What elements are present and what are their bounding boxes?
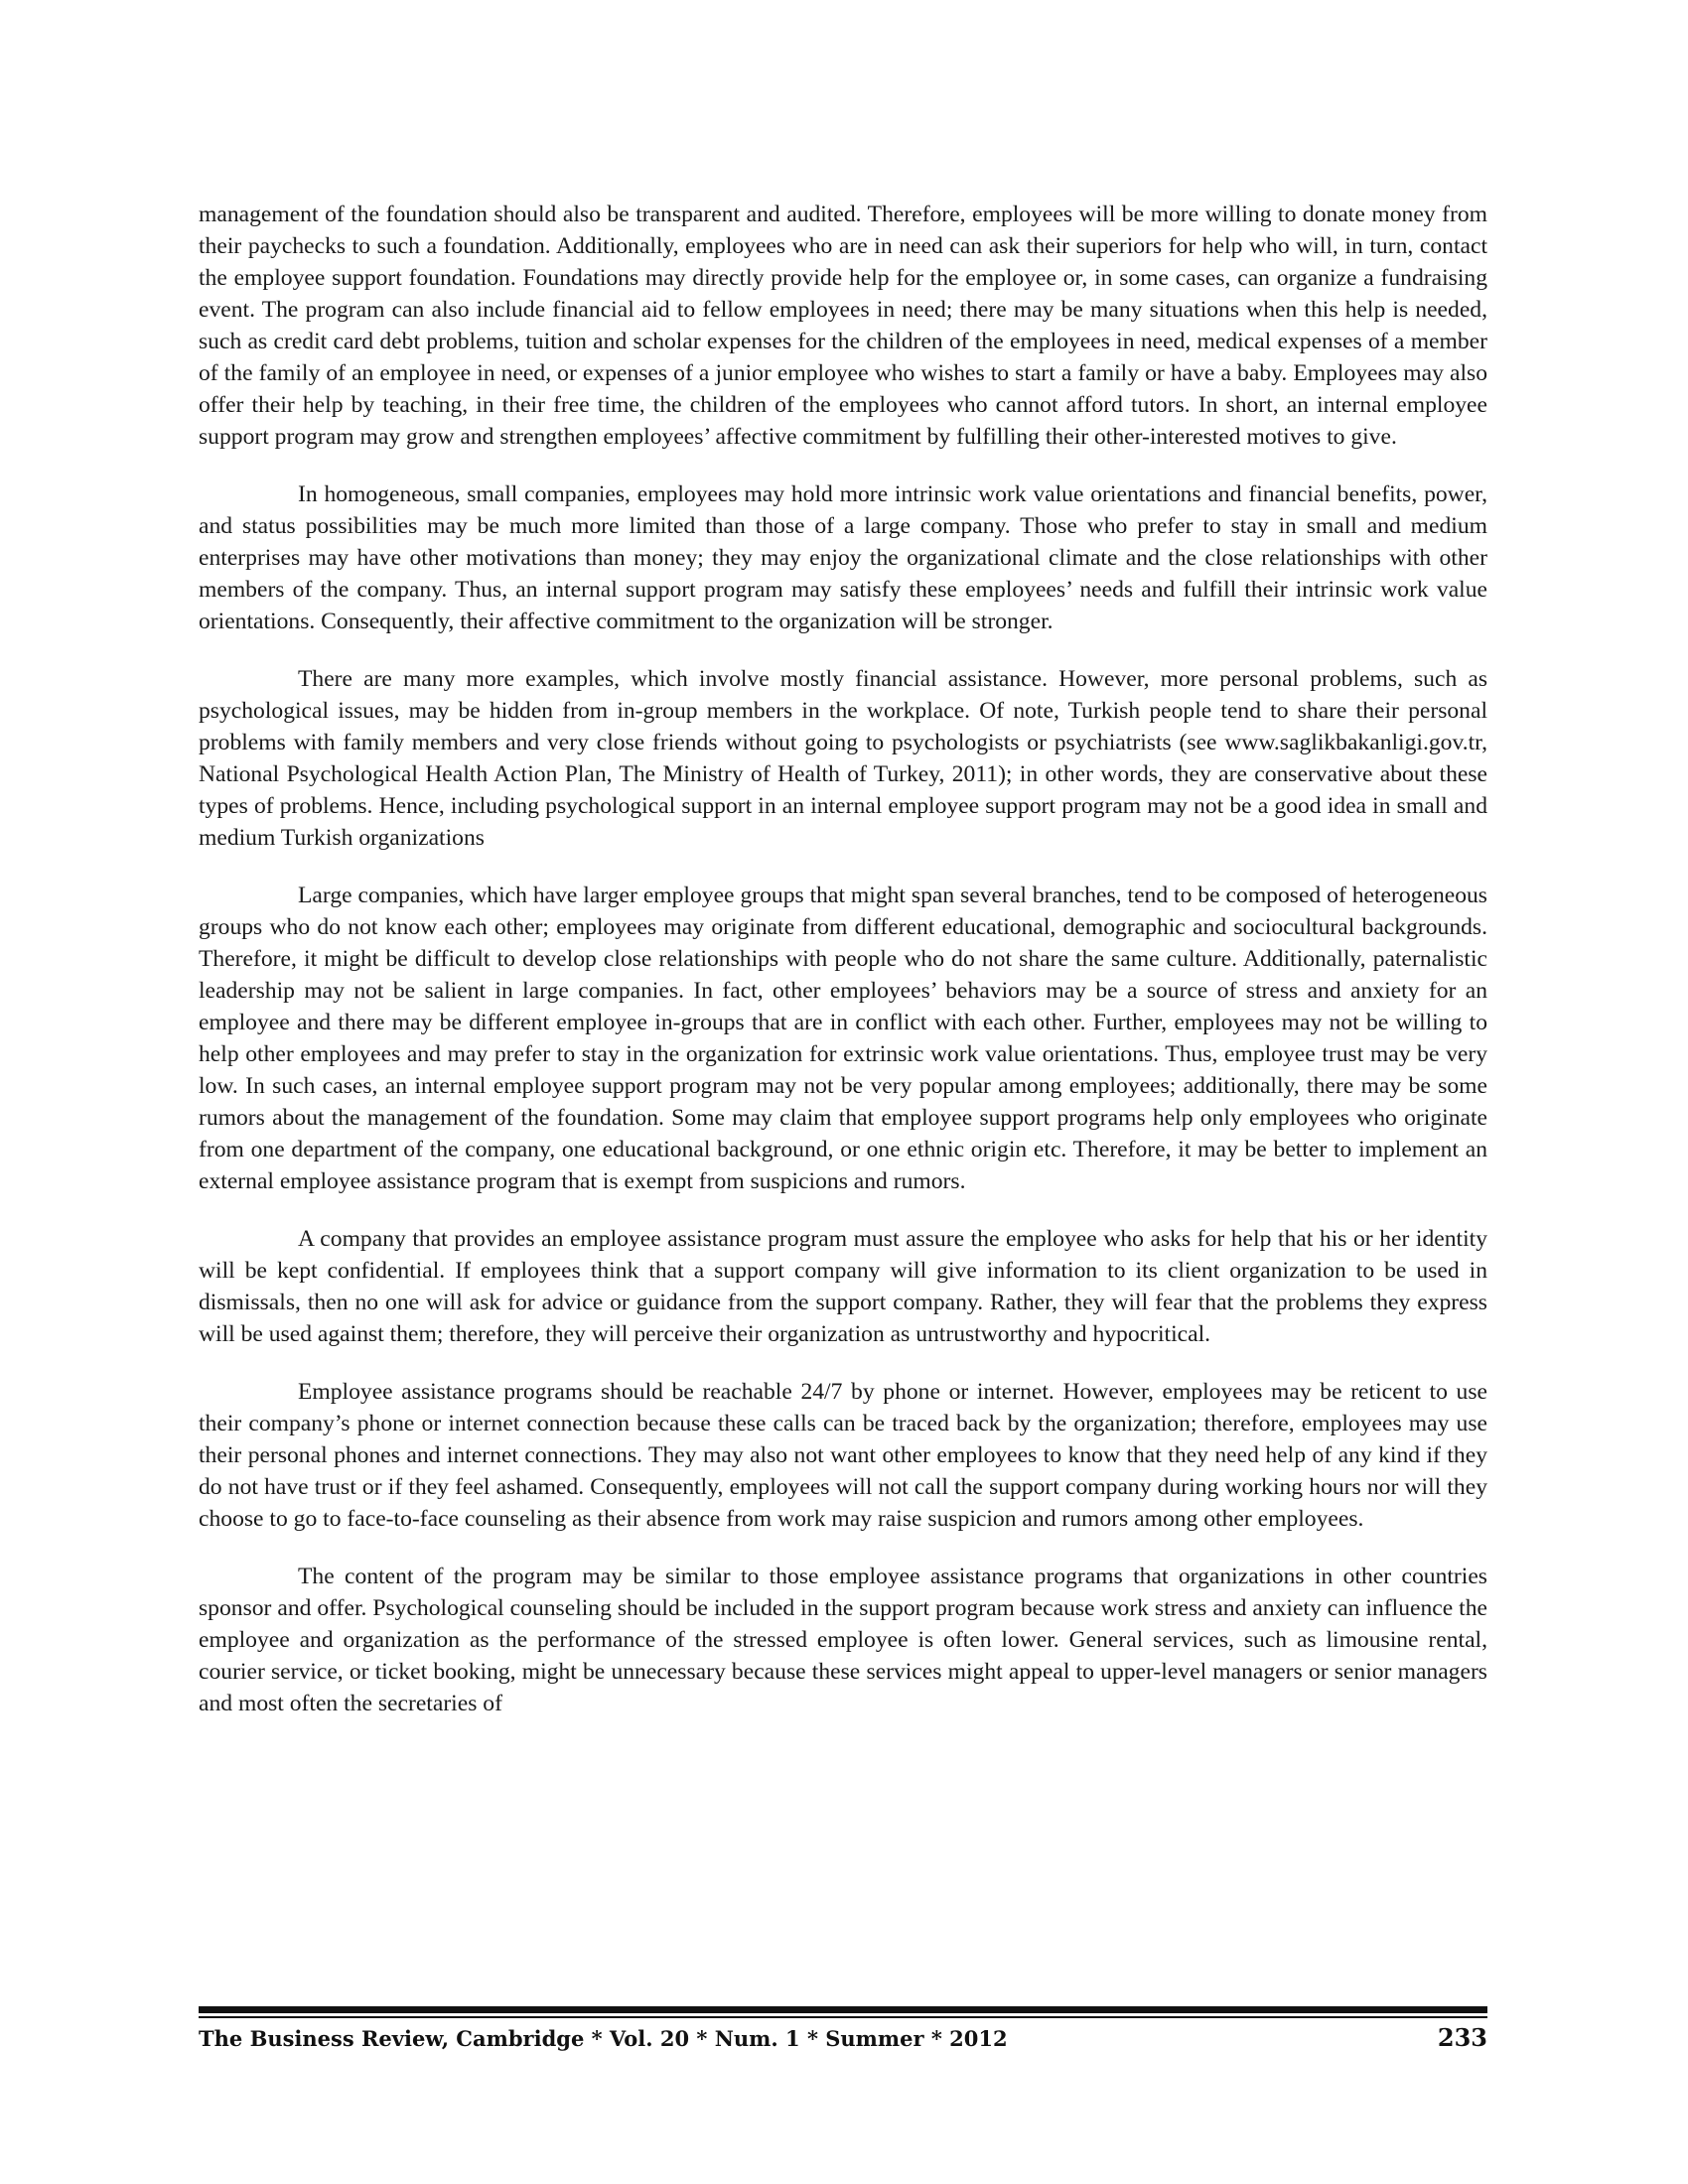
- paragraph-reachability: Employee assistance programs should be reachable 24/7 by phone or internet. However, employees may be reticent to use their company’s phone or internet connection because these calls can be traced back by the organization; therefore, employees may use their personal phones and internet connections. They may also not want other employees to know that they need help of any kind if they do not have trust or if they feel ashamed. Consequently, employees will not call the support company during working hours nor will they choose to go to face-to-face counseling as their absence from work may raise suspicion and rumors among other employees.: [199, 1379, 1487, 1532]
- footer-rule-thin: [199, 2016, 1487, 2018]
- footer-rule-thick: [199, 2006, 1487, 2013]
- paragraph-continued: management of the foundation should also be transparent and audited. Therefore, employees will be more willing to donate money from their paychecks to such a foundation. Additionally, employees who are in need can ask their superiors for help who will, in turn, contact the employee support foundation. Foundations may directly provide help for the employee or, in some cases, can organize a fundraising event. The program can also include financial aid to fellow employees in need; there may be many situations when this help is needed, such as credit card debt problems, tuition and scholar expenses for the children of the employees in need, medical expenses of a member of the family of an employee in need, or expenses of a junior employee who wishes to start a family or have a baby. Employees may also offer their help by teaching, in their free time, the children of the employees who cannot afford tutors. In short, an internal employee support program may grow and strengthen employees’ affective commitment by fulfilling their other-interested motives to give.: [199, 202, 1487, 450]
- paragraph-large-companies: Large companies, which have larger employee groups that might span several branches, tend to be composed of heterogeneous groups who do not know each other; employees may originate from different educational, demographic and sociocultural backgrounds. Therefore, it might be difficult to develop close relationships with people who do not share the same culture. Additionally, paternalistic leadership may not be salient in large companies. In fact, other employees’ behaviors may be a source of stress and anxiety for an employee and there may be different employee in-groups that are in conflict with each other. Further, employees may not be willing to help other employees and may prefer to stay in the organization for extrinsic work value orientations. Thus, employee trust may be very low. In such cases, an internal employee support program may not be very popular among employees; additionally, there may be some rumors about the management of the foundation. Some may claim that employee support programs help only employees who originate from one department of the company, one educational background, or one ethnic origin etc. Therefore, it may be better to implement an external employee assistance program that is exempt from suspicions and rumors.: [199, 883, 1487, 1194]
- paragraph-small-companies: In homogeneous, small companies, employees may hold more intrinsic work value orientations and financial benefits, power, and status possibilities may be much more limited than those of a large company. Those who prefer to stay in small and medium enterprises may have other motivations than money; they may enjoy the organizational climate and the close relationships with other members of the company. Thus, an internal support program may satisfy these employees’ needs and fulfill their intrinsic work value orientations. Consequently, their affective commitment to the organization will be stronger.: [199, 481, 1487, 634]
- journal-citation: The Business Review, Cambridge * Vol. 20 * Num. 1 * Summer * 2012: [199, 2026, 1008, 2051]
- paragraph-program-content: The content of the program may be similar to those employee assistance programs that organizations in other countries sponsor and offer. Psychological counseling should be included in the support program because work stress and anxiety can influence the employee and organization as the performance of the stressed employee is often lower. General services, such as limousine rental, courier service, or ticket booking, might be unnecessary because these services might appeal to upper-level managers or senior managers and most often the secretaries of: [199, 1564, 1487, 1716]
- page-number: 233: [1437, 2023, 1487, 2052]
- article-body: [199, 199, 1487, 1745]
- paragraph-confidentiality: A company that provides an employee assistance program must assure the employee who asks for help that his or her identity will be kept confidential. If employees think that a support company will give information to its client organization to be used in dismissals, then no one will ask for advice or guidance from the support company. Rather, they will fear that the problems they express will be used against them; therefore, they will perceive their organization as untrustworthy and hypocritical.: [199, 1226, 1487, 1347]
- paragraph-financial-assistance: There are many more examples, which involve mostly financial assistance. However, more personal problems, such as psychological issues, may be hidden from in-group members in the workplace. Of note, Turkish people tend to share their personal problems with family members and very close friends without going to psychologists or psychiatrists (see www.saglikbakanligi.gov.tr, National Psychological Health Action Plan, The Ministry of Health of Turkey, 2011); in other words, they are conservative about these types of problems. Hence, including psychological support in an internal employee support program may not be a good idea in small and medium Turkish organizations: [199, 666, 1487, 851]
